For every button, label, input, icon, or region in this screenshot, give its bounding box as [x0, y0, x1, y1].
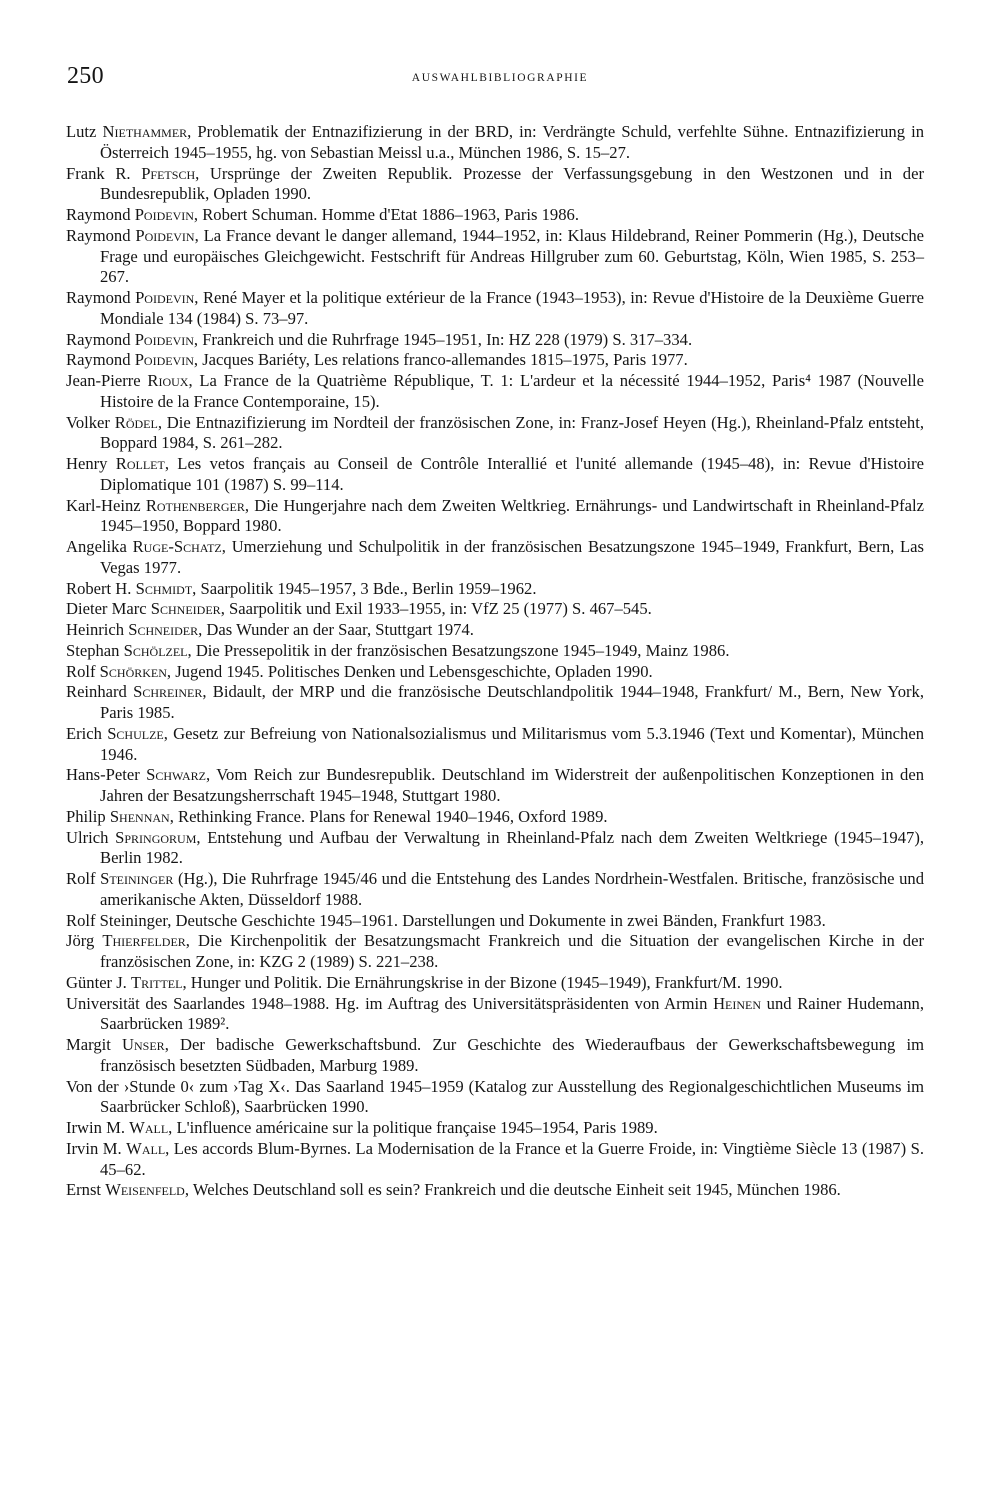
bibliography-entry: [66, 537, 924, 579]
bibliography-entry: [66, 662, 924, 683]
bibliography-entry: [66, 1035, 924, 1077]
entry-text: , Die Entnazifizierung im Nordteil der französischen Zone, in: Franz-Josef Heyen (Hg.), Rheinland-Pfalz entsteht, Boppard 1984, S. 261–282.: [100, 412, 924, 453]
bibliography-entry: [66, 765, 924, 807]
author-surname: Poidevin: [134, 329, 194, 349]
entry-text: , Vom Reich zur Bundesrepublik. Deutschland im Widerstreit der außenpolitischen Konzeptionen in den Jahren der Besatzungsherrschaft 1945–1948, Stuttgart 1980.: [100, 765, 924, 805]
author-given-name: Irvin M.: [66, 1138, 122, 1158]
author-surname: Shennan: [109, 806, 170, 826]
author-given-name: Philip: [66, 806, 106, 826]
bibliography-entry: [66, 330, 924, 351]
bibliography-list: [66, 122, 924, 1201]
author-given-name: Rolf: [66, 661, 96, 681]
author-given-name: Raymond: [66, 350, 131, 370]
author-given-name: Raymond: [66, 225, 131, 245]
bibliography-entry: [66, 413, 924, 455]
bibliography-entry: [66, 1139, 924, 1181]
bibliography-entry: [66, 973, 924, 994]
entry-text: , Welches Deutschland soll es sein? Frankreich und die deutsche Einheit seit 1945, München 1986.: [184, 1180, 841, 1200]
entry-text: , Jugend 1945. Politisches Denken und Lebensgeschichte, Opladen 1990.: [166, 661, 653, 681]
author-surname: Rollet: [115, 454, 165, 473]
entry-text: , Les vetos français au Conseil de Contrôle Interallié et l'unité allemande (1945–48), in: Revue d'Histoire Diplomatique 101 (1987) S. 99–114.: [100, 454, 924, 494]
author-surname: Rioux: [147, 371, 189, 390]
bibliography-entry: [66, 620, 924, 641]
entry-text: , Bidault, der MRP und die französische Deutschlandpolitik 1944–1948, Frankfurt/ M., Bern, New York, Paris 1985.: [100, 682, 924, 722]
entry-text: , Les accords Blum-Byrnes. La Modernisation de la France et la Guerre Froide, in: Vingtième Siècle 13 (1987) S. 45–62.: [100, 1138, 924, 1179]
author-given-name: Margit: [66, 1035, 111, 1054]
entry-text: , Gesetz zur Befreiung von Nationalsozialismus und Militarismus vom 5.3.1946 (Text und Komentar), München 1946.: [100, 723, 924, 764]
author-given-name: Henry: [66, 454, 108, 473]
author-given-name: Raymond: [66, 288, 131, 307]
author-given-name: Günter J.: [66, 972, 127, 992]
author-given-name: Hans-Peter: [66, 765, 140, 785]
entry-text: , Rethinking France. Plans for Renewal 1940–1946, Oxford 1989.: [169, 806, 608, 826]
bibliography-entry: [66, 350, 924, 371]
entry-text: , Deutsche Geschichte 1945–1961. Darstellungen und Dokumente in zwei Bänden, Frankfurt 1983.: [167, 910, 826, 930]
bibliography-entry: [66, 911, 924, 932]
author-surname: Wall: [129, 1118, 169, 1137]
bibliography-entry: [66, 931, 924, 973]
bibliography-entry: [66, 579, 924, 600]
author-given-name: Jean-Pierre: [66, 371, 141, 390]
bibliography-entry: [66, 682, 924, 724]
entry-text: , Ursprünge der Zweiten Republik. Prozesse der Verfassungsgebung in den Westzonen und in der Bundesrepublik, Opladen 1990.: [100, 163, 924, 204]
entry-text: , Jacques Bariéty, Les relations franco-allemandes 1815–1975, Paris 1977.: [193, 350, 688, 370]
author-surname: Schulze: [107, 723, 164, 743]
author-surname: Schneider: [150, 599, 221, 619]
bibliography-entry: [66, 599, 924, 620]
running-header: AUSWAHLBIBLIOGRAPHIE: [411, 72, 589, 84]
entry-text: , Umerziehung und Schulpolitik in der französischen Besatzungszone 1945–1949, Frankfurt, Bern, Las Vegas 1977.: [100, 537, 924, 577]
entry-text: , Die Hungerjahre nach dem Zweiten Weltkrieg. Ernährungs- und Landwirtschaft in Rheinland-Pfalz 1945–1950, Boppard 1980.: [100, 495, 924, 536]
author-surname: Niethammer: [102, 122, 188, 141]
author-given-name: Ernst: [66, 1180, 102, 1200]
bibliography-entry: [66, 205, 924, 226]
bibliography-entry: [66, 807, 924, 828]
bibliography-entry: [66, 164, 924, 206]
author-given-name: Lutz: [66, 122, 97, 141]
bibliography-entry: [66, 1118, 924, 1139]
author-surname: Pfetsch: [141, 163, 196, 183]
author-given-name: Erich: [66, 723, 102, 743]
entry-title: Universität des Saarlandes 1948–1988. Hg. im Auftrag des Universitätspräsidenten von Armin: [66, 993, 708, 1013]
author-surname: Wall: [126, 1138, 166, 1158]
author-surname: Schneider: [128, 620, 199, 639]
author-given-name: Reinhard: [66, 682, 127, 702]
bibliography-entry: [66, 496, 924, 538]
bibliography-entry: [66, 1180, 924, 1201]
author-given-name: Rolf: [66, 869, 96, 888]
author-given-name: Frank R.: [66, 163, 131, 183]
author-surname: Schörken: [99, 661, 167, 681]
author-given-name: Raymond: [66, 329, 131, 349]
author-given-name: Heinrich: [66, 620, 125, 639]
bibliography-entry: [66, 371, 924, 413]
author-surname: Schmidt: [135, 578, 193, 598]
entry-text: , Die Pressepolitik in der französischen Besatzungszone 1945–1949, Mainz 1986.: [187, 640, 730, 660]
bibliography-entry: [66, 828, 924, 870]
author-surname: Springorum: [115, 827, 197, 847]
author-surname: Steininger: [100, 869, 174, 888]
author-surname: Heinen: [713, 993, 762, 1013]
entry-title: Von der ›Stunde 0‹ zum ›Tag X‹. Das Saarland 1945–1959 (Katalog zur Ausstellung des Regionalgeschichtlichen Museums im Saarbrücker Schloß), Saarbrücken 1990.: [66, 1076, 924, 1117]
entry-text: , Saarpolitik und Exil 1933–1955, in: VfZ 25 (1977) S. 467–545.: [220, 599, 652, 619]
entry-text: , La France devant le danger allemand, 1944–1952, in: Klaus Hildebrand, Reiner Pommerin (Hg.), Deutsche Frage und europäisches Gleichgewicht. Festschrift für Andreas Hillgruber zum 60. Geburtstag, Köln, Wien 1985, S. 253–267.: [100, 225, 924, 287]
bibliography-entry: [66, 288, 924, 330]
author-given-name: Stephan: [66, 640, 120, 660]
author-given-name: Jörg: [66, 931, 95, 951]
author-given-name: Robert H.: [66, 578, 132, 598]
bibliography-entry: [66, 869, 924, 911]
entry-text: , Der badische Gewerkschaftsbund. Zur Geschichte des Wiederaufbaus der Gewerkschaftsbewegung im französisch besetzten Südbaden, Marburg 1989.: [100, 1035, 924, 1075]
author-given-name: Angelika: [66, 537, 127, 556]
entry-text: , Hunger und Politik. Die Ernährungskrise in der Bizone (1945–1949), Frankfurt/M. 1990.: [182, 972, 783, 992]
author-surname: Rothenberger: [145, 495, 245, 515]
entry-text: und Rainer Hudemann, Saarbrücken 1989².: [100, 993, 924, 1034]
bibliography-entry: [66, 122, 924, 164]
author-surname: Trittel: [131, 972, 183, 992]
entry-text: , Frankreich und die Ruhrfrage 1945–1951, In: HZ 228 (1979) S. 317–334.: [193, 329, 693, 349]
author-surname: Weisenfeld: [105, 1180, 185, 1200]
author-surname: Poidevin: [135, 225, 195, 245]
author-surname: Ruge-Schatz: [132, 537, 222, 556]
entry-text: , Robert Schuman. Homme d'Etat 1886–1963, Paris 1986.: [193, 205, 579, 224]
author-surname: Poidevin: [135, 288, 195, 307]
bibliography-entry: [66, 226, 924, 288]
author-given-name: Volker: [66, 412, 110, 432]
page-number: 250: [67, 63, 104, 89]
entry-text: (Hg.), Die Ruhrfrage 1945/46 und die Entstehung des Landes Nordrhein-Westfalen. Britische, französische und amerikanische Akten, Düsseldorf 1988.: [100, 869, 924, 909]
entry-text: , L'influence américaine sur la politique française 1945–1954, Paris 1989.: [168, 1118, 658, 1137]
author-surname: Poidevin: [134, 205, 194, 224]
entry-text: , La France de la Quatrième République, T. 1: L'ardeur et la nécessité 1944–1952, Paris⁴ 1987 (Nouvelle Histoire de la France Contemporaine, 15).: [100, 371, 925, 411]
bibliography-entry: [66, 994, 924, 1036]
entry-text: , Saarpolitik 1945–1957, 3 Bde., Berlin 1959–1962.: [192, 578, 537, 598]
entry-text: , René Mayer et la politique extérieur de la France (1943–1953), in: Revue d'Histoire de la Deuxième Guerre Mondiale 134 (1984) S. 73–97.: [100, 288, 925, 328]
bibliography-entry: [66, 724, 924, 766]
author-given-name: Ulrich: [66, 827, 109, 847]
bibliography-entry: [66, 1077, 924, 1119]
author-surname: Schölzel: [123, 640, 188, 660]
author-surname: Schreiner: [133, 682, 203, 702]
entry-text: , Problematik der Entnazifizierung in der BRD, in: Verdrängte Schuld, verfehlte Sühne. Entnazifizierung in Österreich 1945–1955, hg. von Sebastian Meissl u.a., München 1986, S. 15–27.: [100, 122, 924, 162]
bibliography-entry: [66, 641, 924, 662]
entry-text: , Entstehung und Aufbau der Verwaltung in Rheinland-Pfalz nach dem Zweiten Weltkriege (1945–1947), Berlin 1982.: [100, 827, 924, 868]
author-surname: Thierfelder: [102, 931, 186, 951]
entry-text: , Das Wunder an der Saar, Stuttgart 1974.: [198, 620, 474, 639]
author-surname: Poidevin: [134, 350, 194, 370]
author-given-name: Irwin M.: [66, 1118, 125, 1137]
author-given-name: Raymond: [66, 205, 131, 224]
author-surname: Unser: [122, 1035, 165, 1054]
author-given-name: Dieter Marc: [66, 599, 147, 619]
author-given-name: Karl-Heinz: [66, 495, 141, 515]
author-surname: Schwarz: [146, 765, 206, 785]
entry-text: , Die Kirchenpolitik der Besatzungsmacht Frankreich und die Situation der evangelischen Kirche in der französischen Zone, in: KZG 2 (1989) S. 221–238.: [100, 931, 924, 971]
bibliography-entry: [66, 454, 924, 496]
author-given-name: Rolf Steininger: [66, 910, 168, 930]
author-surname: Rödel: [114, 412, 158, 432]
